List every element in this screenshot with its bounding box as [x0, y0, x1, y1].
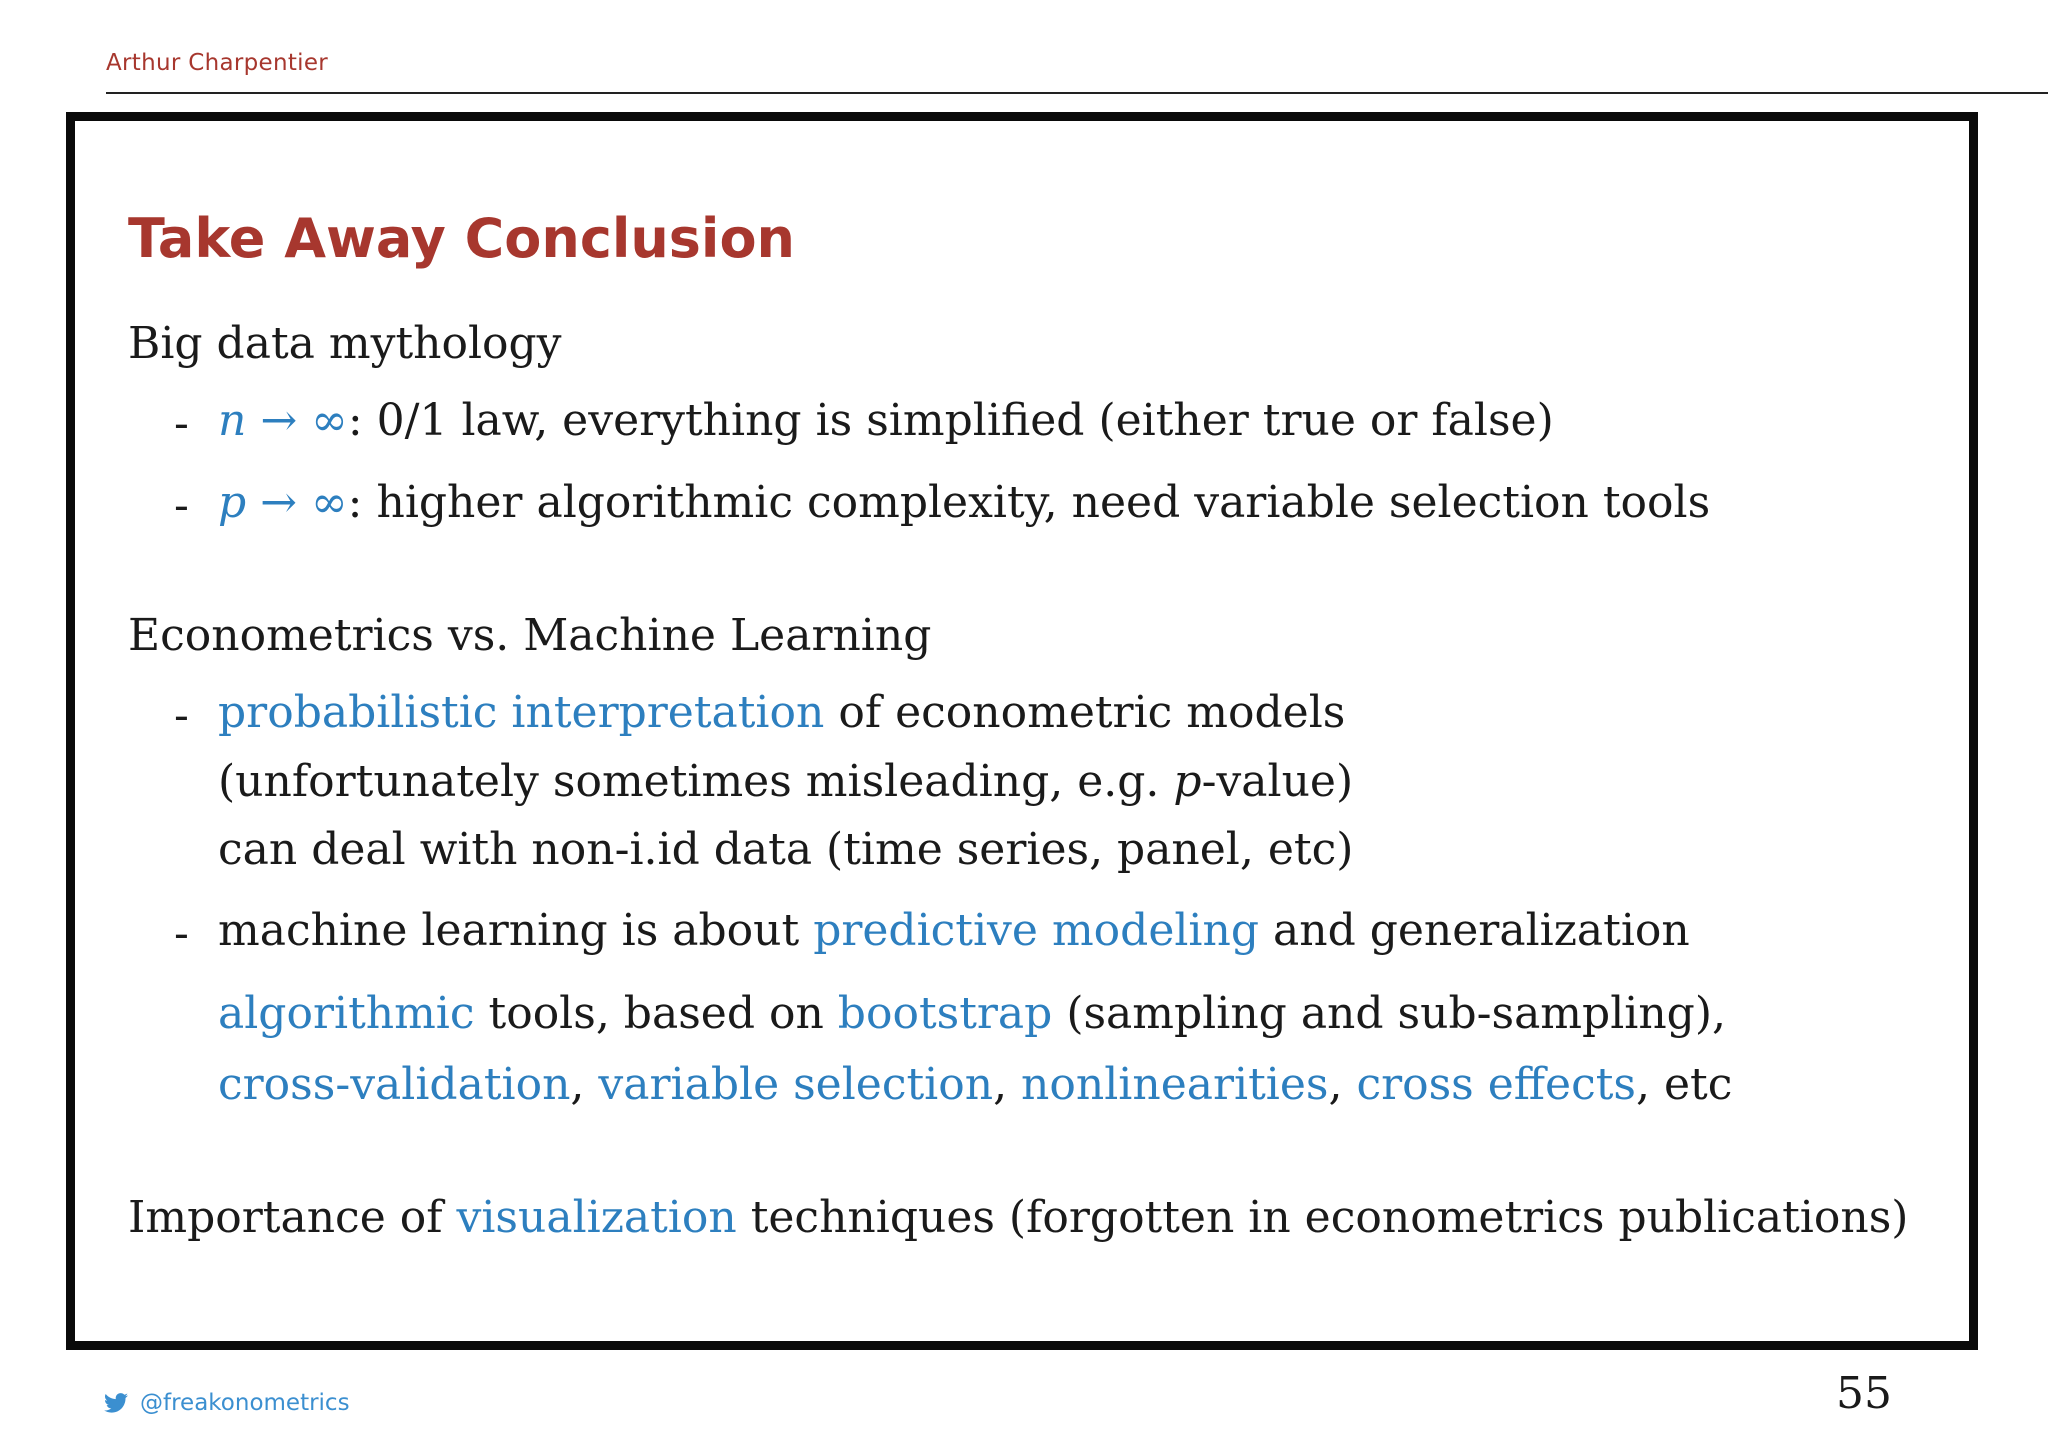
- math-p-to-infinity: p → ∞: [218, 477, 348, 528]
- bullet-text: of econometric models: [824, 687, 1346, 738]
- separator: ,: [1328, 1059, 1357, 1110]
- bullet-text: machine learning is about: [218, 905, 814, 956]
- accent-predictive-modeling: predictive modeling: [813, 905, 1260, 956]
- math-p: p: [1173, 756, 1202, 807]
- bullet-text: (sampling and sub-sampling),: [1052, 988, 1726, 1039]
- bullet-text: -value): [1201, 756, 1354, 807]
- bullet-dash: -: [174, 908, 189, 959]
- bullet-text: : 0/1 law, everything is simplified (either true or false): [347, 395, 1554, 446]
- bullet-dash: -: [174, 398, 189, 449]
- section-heading-econometrics-vs-ml: Econometrics vs. Machine Learning: [128, 610, 932, 661]
- accent-variable-selection: variable selection: [598, 1059, 994, 1110]
- bullet-n-infinity: [218, 395, 1554, 446]
- separator: ,: [570, 1059, 599, 1110]
- section-heading-big-data: Big data mythology: [128, 318, 562, 369]
- bullet-probabilistic-line1: [218, 687, 1346, 738]
- bullet-text: : higher algorithmic complexity, need variable selection tools: [347, 477, 1711, 528]
- bullet-dash: -: [174, 480, 189, 531]
- accent-bootstrap: bootstrap: [837, 988, 1053, 1039]
- accent-probabilistic-interpretation: probabilistic interpretation: [218, 687, 825, 738]
- slide-title: Take Away Conclusion: [128, 207, 795, 270]
- footer-twitter-handle[interactable]: [104, 1390, 350, 1416]
- bullet-ml-line2: [218, 988, 1726, 1039]
- twitter-icon: [104, 1393, 128, 1413]
- page-number: 55: [1836, 1368, 1892, 1419]
- header-rule: [106, 92, 2048, 94]
- accent-cross-effects: cross effects: [1356, 1059, 1636, 1110]
- bullet-p-infinity: [218, 477, 1711, 528]
- accent-cross-validation: cross-validation: [218, 1059, 571, 1110]
- bullet-ml-line3: [218, 1059, 1733, 1110]
- bullet-text: and generalization: [1259, 905, 1690, 956]
- bullet-probabilistic-line2: [218, 756, 1354, 807]
- accent-nonlinearities: nonlinearities: [1021, 1059, 1329, 1110]
- section-text: techniques (forgotten in econometrics publications): [736, 1192, 1909, 1243]
- bullet-ml-line1: [218, 905, 1690, 956]
- section-importance-visualization: [128, 1192, 1909, 1243]
- bullet-text: (unfortunately sometimes misleading, e.g.: [218, 756, 1174, 807]
- math-n-to-infinity: n → ∞: [218, 395, 348, 446]
- section-text: Importance of: [128, 1192, 457, 1243]
- accent-visualization: visualization: [456, 1192, 737, 1243]
- twitter-handle-text[interactable]: @freakonometrics: [140, 1390, 350, 1416]
- bullet-probabilistic-line3: can deal with non-i.id data (time series, panel, etc): [218, 824, 1354, 875]
- separator: ,: [993, 1059, 1022, 1110]
- bullet-dash: -: [174, 690, 189, 741]
- accent-algorithmic: algorithmic: [218, 988, 475, 1039]
- bullet-text: , etc: [1636, 1059, 1733, 1110]
- bullet-text: tools, based on: [474, 988, 838, 1039]
- header-author: Arthur Charpentier: [106, 50, 329, 76]
